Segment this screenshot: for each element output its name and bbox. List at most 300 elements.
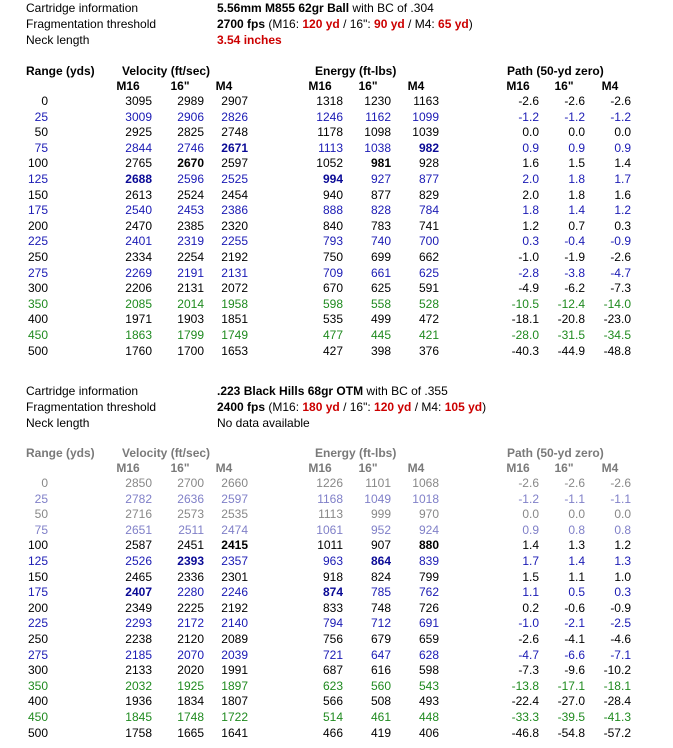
energy-m4-cell: 877: [418, 172, 439, 186]
col-energy-header: Energy (ft-lbs): [315, 446, 397, 460]
table-row: [0, 710, 673, 725]
velocity-m4-cell: 2415: [221, 538, 248, 553]
sub-velocity-m16: M16: [116, 461, 140, 475]
path-m4-cell: -41.3: [603, 710, 631, 724]
path-m4-cell: 0.0: [614, 125, 631, 140]
path-m4-cell: 1.4: [614, 156, 631, 171]
range-cell: 450: [27, 328, 48, 342]
energy-m4-cell: 1039: [412, 125, 439, 140]
energy-m16-cell: 940: [322, 187, 343, 202]
energy-16-cell: 828: [370, 203, 391, 218]
path-16-cell: -3.8: [564, 265, 585, 280]
table-row: [0, 94, 673, 109]
energy-16-cell: 419: [370, 725, 391, 740]
range-cell: 125: [27, 554, 48, 568]
energy-16-cell: 461: [370, 710, 391, 724]
velocity-16-cell: 1700: [177, 343, 204, 358]
path-m16-cell: 1.2: [522, 218, 539, 233]
table-row: [0, 281, 673, 296]
range-cell: 225: [27, 616, 48, 631]
frag-fps: 2400 fps: [217, 400, 266, 414]
path-16-cell: -1.2: [564, 109, 585, 124]
range-cell: 500: [27, 725, 48, 740]
table-row: [0, 266, 673, 281]
table-row: [0, 188, 673, 203]
velocity-m4-cell: 2320: [221, 218, 248, 233]
path-m4-cell: -1.1: [610, 491, 631, 506]
energy-m4-cell: 741: [418, 218, 439, 233]
energy-m16-cell: 427: [322, 343, 343, 358]
table-row: [0, 125, 673, 140]
cartridge-label: Cartridge information: [26, 384, 139, 398]
range-cell: 200: [27, 218, 48, 233]
velocity-m16-cell: 1936: [125, 694, 152, 709]
velocity-m16-cell: 1863: [125, 328, 152, 342]
velocity-16-cell: 1665: [177, 725, 204, 740]
energy-m16-cell: 874: [322, 585, 343, 600]
velocity-m16-cell: 3095: [125, 94, 152, 108]
range-cell: 225: [27, 234, 48, 249]
path-16-cell: -1.1: [564, 491, 585, 506]
table-row: [0, 219, 673, 234]
path-16-cell: 1.4: [568, 554, 585, 568]
sub-path-m16: M16: [506, 461, 530, 475]
energy-m4-cell: 659: [418, 632, 439, 646]
velocity-16-cell: 2020: [177, 663, 204, 678]
energy-m4-cell: 700: [418, 234, 439, 249]
path-m4-cell: -2.6: [610, 94, 631, 108]
table-subheader: [0, 461, 673, 476]
path-16-cell: 0.0: [568, 125, 585, 140]
range-cell: 175: [27, 585, 48, 600]
path-m16-cell: 1.4: [522, 538, 539, 553]
fragmentation-row: [0, 16, 673, 32]
path-16-cell: -54.8: [557, 725, 585, 740]
velocity-16-cell: 2131: [177, 281, 204, 296]
path-m4-cell: 0.3: [614, 585, 631, 600]
path-16-cell: 1.8: [568, 172, 585, 186]
energy-m4-cell: 448: [418, 710, 439, 724]
energy-16-cell: 647: [370, 647, 391, 662]
path-m16-cell: 0.2: [522, 600, 539, 615]
velocity-16-cell: 1903: [177, 312, 204, 327]
energy-16-cell: 558: [370, 296, 391, 311]
velocity-16-cell: 2596: [177, 172, 204, 186]
energy-m4-cell: 839: [418, 554, 439, 568]
velocity-16-cell: 2451: [177, 538, 204, 553]
range-cell: 400: [27, 312, 48, 327]
cartridge-bc: with BC of .304: [349, 1, 434, 15]
path-m16-cell: -4.9: [518, 281, 539, 296]
path-16-cell: -17.1: [557, 678, 585, 693]
path-m4-cell: -14.0: [603, 296, 631, 311]
neck-value: No data available: [217, 416, 310, 430]
path-m16-cell: 1.6: [522, 156, 539, 171]
energy-16-cell: 824: [370, 569, 391, 584]
path-m4-cell: 0.9: [614, 140, 631, 155]
path-16-cell: -2.1: [564, 616, 585, 631]
velocity-m4-cell: 1749: [221, 328, 248, 342]
table-row: [0, 632, 673, 647]
velocity-16-cell: 2906: [177, 109, 204, 124]
energy-16-cell: 877: [370, 187, 391, 202]
velocity-m4-cell: 2140: [221, 616, 248, 631]
range-cell: 0: [41, 476, 48, 490]
path-16-cell: -1.9: [564, 250, 585, 264]
sub-velocity-m16: M16: [116, 79, 140, 93]
frag-m4: 65 yd: [438, 17, 469, 31]
path-m4-cell: -10.2: [603, 663, 631, 678]
velocity-m4-cell: 2089: [221, 632, 248, 646]
velocity-m4-cell: 2597: [221, 156, 248, 171]
energy-m16-cell: 1318: [316, 94, 343, 108]
path-16-cell: -2.6: [564, 476, 585, 490]
neck-row: [0, 32, 673, 48]
energy-m4-cell: 528: [418, 296, 439, 311]
range-cell: 125: [27, 172, 48, 186]
path-m4-cell: -0.9: [610, 234, 631, 249]
energy-m16-cell: 1052: [316, 156, 343, 171]
path-m16-cell: -1.0: [518, 250, 539, 264]
energy-m4-cell: 406: [418, 725, 439, 740]
path-m16-cell: -10.5: [511, 296, 539, 311]
velocity-m4-cell: 2525: [221, 172, 248, 186]
velocity-m16-cell: 2465: [125, 569, 152, 584]
velocity-m4-cell: 1653: [221, 343, 248, 358]
energy-m4-cell: 1163: [413, 94, 439, 108]
path-m4-cell: -18.1: [603, 678, 631, 693]
velocity-m16-cell: 1758: [125, 725, 152, 740]
velocity-16-cell: 1799: [177, 328, 204, 342]
velocity-m16-cell: 2688: [125, 172, 152, 186]
path-m16-cell: 0.0: [522, 125, 539, 140]
frag-text: / M4:: [411, 400, 445, 414]
cartridge-section-m855: [0, 0, 673, 358]
range-cell: 50: [34, 507, 48, 522]
path-m4-cell: 1.2: [614, 538, 631, 553]
cartridge-value: [217, 0, 434, 16]
velocity-m16-cell: 2651: [125, 522, 152, 537]
sub-path-m4: M4: [601, 79, 619, 93]
path-m16-cell: -1.2: [518, 109, 539, 124]
cartridge-label: Cartridge information: [26, 1, 139, 15]
energy-m16-cell: 670: [322, 281, 343, 296]
range-cell: 200: [27, 600, 48, 615]
table-row: [0, 476, 673, 491]
path-16-cell: 0.0: [568, 507, 585, 522]
energy-16-cell: 625: [370, 281, 391, 296]
path-m16-cell: -2.6: [518, 632, 539, 646]
frag-text: (M16:: [265, 400, 303, 414]
energy-m16-cell: 566: [322, 694, 343, 709]
col-velocity-header: Velocity (ft/sec): [122, 446, 211, 460]
fragmentation-row: [0, 399, 673, 415]
energy-m16-cell: 1246: [316, 109, 343, 124]
path-m4-cell: -48.8: [603, 343, 631, 358]
table-row: [0, 250, 673, 265]
velocity-m16-cell: 2526: [125, 554, 152, 568]
path-m16-cell: 1.7: [522, 554, 539, 568]
energy-m4-cell: 691: [418, 616, 439, 631]
energy-16-cell: 740: [370, 234, 391, 249]
velocity-m4-cell: 2246: [221, 585, 248, 600]
cartridge-info-row: [0, 383, 673, 399]
path-16-cell: 1.3: [568, 538, 585, 553]
velocity-m16-cell: 2765: [125, 156, 152, 171]
velocity-m16-cell: 1760: [125, 343, 152, 358]
velocity-m16-cell: 2334: [125, 250, 152, 264]
velocity-16-cell: 2336: [177, 569, 204, 584]
range-cell: 250: [27, 250, 48, 264]
energy-m4-cell: 1068: [412, 476, 439, 490]
cartridge-info-block: [0, 0, 673, 48]
sub-path-16: 16": [554, 461, 574, 475]
path-16-cell: -6.2: [564, 281, 585, 296]
sub-path-m16: M16: [506, 79, 530, 93]
velocity-m16-cell: 3009: [125, 109, 152, 124]
table-row: [0, 141, 673, 156]
velocity-16-cell: 2511: [178, 522, 204, 537]
energy-m4-cell: 784: [418, 203, 439, 218]
path-m4-cell: 0.0: [614, 507, 631, 522]
path-m16-cell: 1.5: [522, 569, 539, 584]
cartridge-bc: with BC of .355: [363, 384, 448, 398]
table-row: [0, 156, 673, 171]
energy-m16-cell: 1226: [316, 476, 343, 490]
sub-energy-16: 16": [358, 79, 378, 93]
energy-m4-cell: 1018: [412, 491, 439, 506]
velocity-m4-cell: 2192: [221, 250, 248, 264]
table-row: [0, 570, 673, 585]
velocity-m4-cell: 2301: [221, 569, 248, 584]
sub-path-16: 16": [554, 79, 574, 93]
table-header: [0, 64, 673, 79]
velocity-16-cell: 2014: [177, 296, 204, 311]
velocity-m4-cell: 1897: [221, 678, 248, 693]
velocity-m4-cell: 2039: [221, 647, 248, 662]
cartridge-section-black-hills: [0, 383, 673, 740]
path-m4-cell: -4.6: [610, 632, 631, 646]
sub-energy-m16: M16: [308, 461, 332, 475]
velocity-m4-cell: 2072: [221, 281, 248, 296]
velocity-16-cell: 2280: [177, 585, 204, 600]
sub-velocity-16: 16": [170, 79, 190, 93]
velocity-m16-cell: 2185: [125, 647, 152, 662]
frag-16: 120 yd: [374, 400, 412, 414]
path-m16-cell: -18.1: [511, 312, 539, 327]
velocity-16-cell: 2573: [177, 507, 204, 522]
velocity-m4-cell: 2907: [221, 94, 248, 108]
path-m16-cell: 1.8: [522, 203, 539, 218]
sub-energy-m16: M16: [308, 79, 332, 93]
range-cell: 300: [27, 281, 48, 296]
velocity-m16-cell: 2716: [125, 507, 152, 522]
velocity-m4-cell: 1722: [221, 710, 248, 724]
range-cell: 175: [27, 203, 48, 218]
table-row: [0, 234, 673, 249]
velocity-m4-cell: 2660: [221, 476, 248, 490]
energy-16-cell: 616: [370, 663, 391, 678]
table-row: [0, 328, 673, 343]
energy-m4-cell: 880: [418, 538, 439, 553]
energy-m16-cell: 477: [322, 328, 343, 342]
range-cell: 25: [34, 491, 48, 506]
energy-16-cell: 748: [370, 600, 391, 615]
fragmentation-label: Fragmentation threshold: [26, 400, 157, 414]
energy-16-cell: 927: [370, 172, 391, 186]
table-row: [0, 616, 673, 631]
range-cell: 275: [27, 647, 48, 662]
frag-16: 90 yd: [374, 17, 405, 31]
energy-16-cell: 661: [370, 265, 391, 280]
sub-velocity-m4: M4: [215, 461, 233, 475]
velocity-m16-cell: 2782: [125, 491, 152, 506]
path-m4-cell: -4.7: [610, 265, 631, 280]
path-m16-cell: -22.4: [511, 694, 539, 709]
table-row: [0, 726, 673, 741]
velocity-m16-cell: 2238: [125, 632, 152, 646]
path-m4-cell: -7.3: [610, 281, 631, 296]
table-row: [0, 523, 673, 538]
path-16-cell: -6.6: [564, 647, 585, 662]
table-row: [0, 297, 673, 312]
path-m4-cell: 1.0: [614, 569, 631, 584]
frag-text: / M4:: [404, 17, 439, 31]
path-m16-cell: -1.0: [518, 616, 539, 631]
range-cell: 100: [27, 156, 48, 171]
table-subheader: [0, 79, 673, 94]
path-m4-cell: 1.7: [614, 172, 631, 186]
energy-16-cell: 508: [370, 694, 391, 709]
path-m4-cell: -0.9: [610, 600, 631, 615]
table-row: [0, 110, 673, 125]
velocity-16-cell: 2319: [177, 234, 204, 249]
velocity-16-cell: 2670: [177, 156, 204, 171]
velocity-m4-cell: 2131: [221, 265, 248, 280]
path-m16-cell: -40.3: [511, 343, 539, 358]
energy-m4-cell: 472: [418, 312, 439, 327]
velocity-m16-cell: 2844: [125, 140, 152, 155]
range-cell: 250: [27, 632, 48, 646]
path-16-cell: -0.6: [564, 600, 585, 615]
path-16-cell: 0.8: [568, 522, 585, 537]
energy-m16-cell: 840: [322, 218, 343, 233]
energy-m16-cell: 833: [322, 600, 343, 615]
energy-m16-cell: 1113: [318, 140, 343, 155]
path-m16-cell: 2.0: [522, 187, 539, 202]
energy-16-cell: 981: [370, 156, 391, 171]
velocity-m16-cell: 1845: [125, 710, 152, 724]
energy-m4-cell: 543: [418, 678, 439, 693]
path-m4-cell: 1.3: [614, 554, 631, 568]
velocity-16-cell: 2385: [177, 218, 204, 233]
range-cell: 300: [27, 663, 48, 678]
velocity-m4-cell: 2386: [221, 203, 248, 218]
neck-label: Neck length: [26, 33, 90, 47]
energy-16-cell: 679: [370, 632, 391, 646]
path-m16-cell: 0.3: [522, 234, 539, 249]
velocity-16-cell: 2120: [177, 632, 204, 646]
energy-m4-cell: 970: [418, 507, 439, 522]
energy-m16-cell: 466: [322, 725, 343, 740]
velocity-m4-cell: 1807: [221, 694, 248, 709]
energy-16-cell: 783: [370, 218, 391, 233]
path-m4-cell: -23.0: [603, 312, 631, 327]
sub-velocity-16: 16": [170, 461, 190, 475]
velocity-m16-cell: 2032: [125, 678, 152, 693]
path-m4-cell: -34.5: [603, 328, 631, 342]
energy-m4-cell: 762: [418, 585, 439, 600]
velocity-16-cell: 2524: [177, 187, 204, 202]
velocity-16-cell: 2989: [177, 94, 204, 108]
energy-m16-cell: 623: [322, 678, 343, 693]
path-m4-cell: -1.2: [610, 109, 631, 124]
velocity-16-cell: 2453: [177, 203, 204, 218]
table-row: [0, 585, 673, 600]
path-m4-cell: 1.2: [614, 203, 631, 218]
range-cell: 350: [27, 678, 48, 693]
path-m4-cell: -57.2: [603, 725, 631, 740]
path-16-cell: 1.8: [568, 187, 585, 202]
frag-text: (M16:: [265, 17, 303, 31]
path-16-cell: 1.5: [568, 156, 585, 171]
path-m4-cell: -2.6: [610, 476, 631, 490]
col-range-header: Range (yds): [26, 64, 95, 78]
energy-m4-cell: 421: [418, 328, 439, 342]
path-16-cell: -0.4: [564, 234, 585, 249]
range-cell: 350: [27, 296, 48, 311]
energy-m4-cell: 799: [418, 569, 439, 584]
frag-m16: 180 yd: [302, 400, 340, 414]
table-row: [0, 203, 673, 218]
velocity-m16-cell: 2401: [125, 234, 152, 249]
path-m4-cell: -2.6: [610, 250, 631, 264]
energy-m16-cell: 1011: [317, 538, 343, 553]
energy-m4-cell: 625: [418, 265, 439, 280]
range-cell: 0: [41, 94, 48, 108]
frag-text: / 16":: [339, 17, 375, 31]
path-m4-cell: 0.3: [614, 218, 631, 233]
energy-16-cell: 1098: [364, 125, 391, 140]
path-16-cell: -44.9: [557, 343, 585, 358]
path-16-cell: -4.1: [564, 632, 585, 646]
velocity-16-cell: 2070: [177, 647, 204, 662]
path-m16-cell: 0.9: [522, 522, 539, 537]
table-row: [0, 312, 673, 327]
path-16-cell: 0.9: [568, 140, 585, 155]
range-cell: 50: [34, 125, 48, 140]
range-cell: 25: [34, 109, 48, 124]
velocity-m16-cell: 2349: [125, 600, 152, 615]
path-m16-cell: -1.2: [518, 491, 539, 506]
table-row: [0, 538, 673, 553]
energy-16-cell: 1038: [364, 140, 391, 155]
velocity-16-cell: 2225: [177, 600, 204, 615]
energy-16-cell: 712: [370, 616, 391, 631]
energy-m16-cell: 750: [322, 250, 343, 264]
cartridge-value: [217, 383, 448, 399]
velocity-m16-cell: 2613: [125, 187, 152, 202]
energy-16-cell: 952: [370, 522, 391, 537]
range-cell: 100: [27, 538, 48, 553]
energy-m16-cell: 794: [322, 616, 343, 631]
path-16-cell: -31.5: [557, 328, 585, 342]
path-m16-cell: 1.1: [522, 585, 539, 600]
frag-fps: 2700 fps: [217, 17, 266, 31]
energy-16-cell: 907: [370, 538, 391, 553]
velocity-16-cell: 1834: [177, 694, 204, 709]
table-row: [0, 554, 673, 569]
